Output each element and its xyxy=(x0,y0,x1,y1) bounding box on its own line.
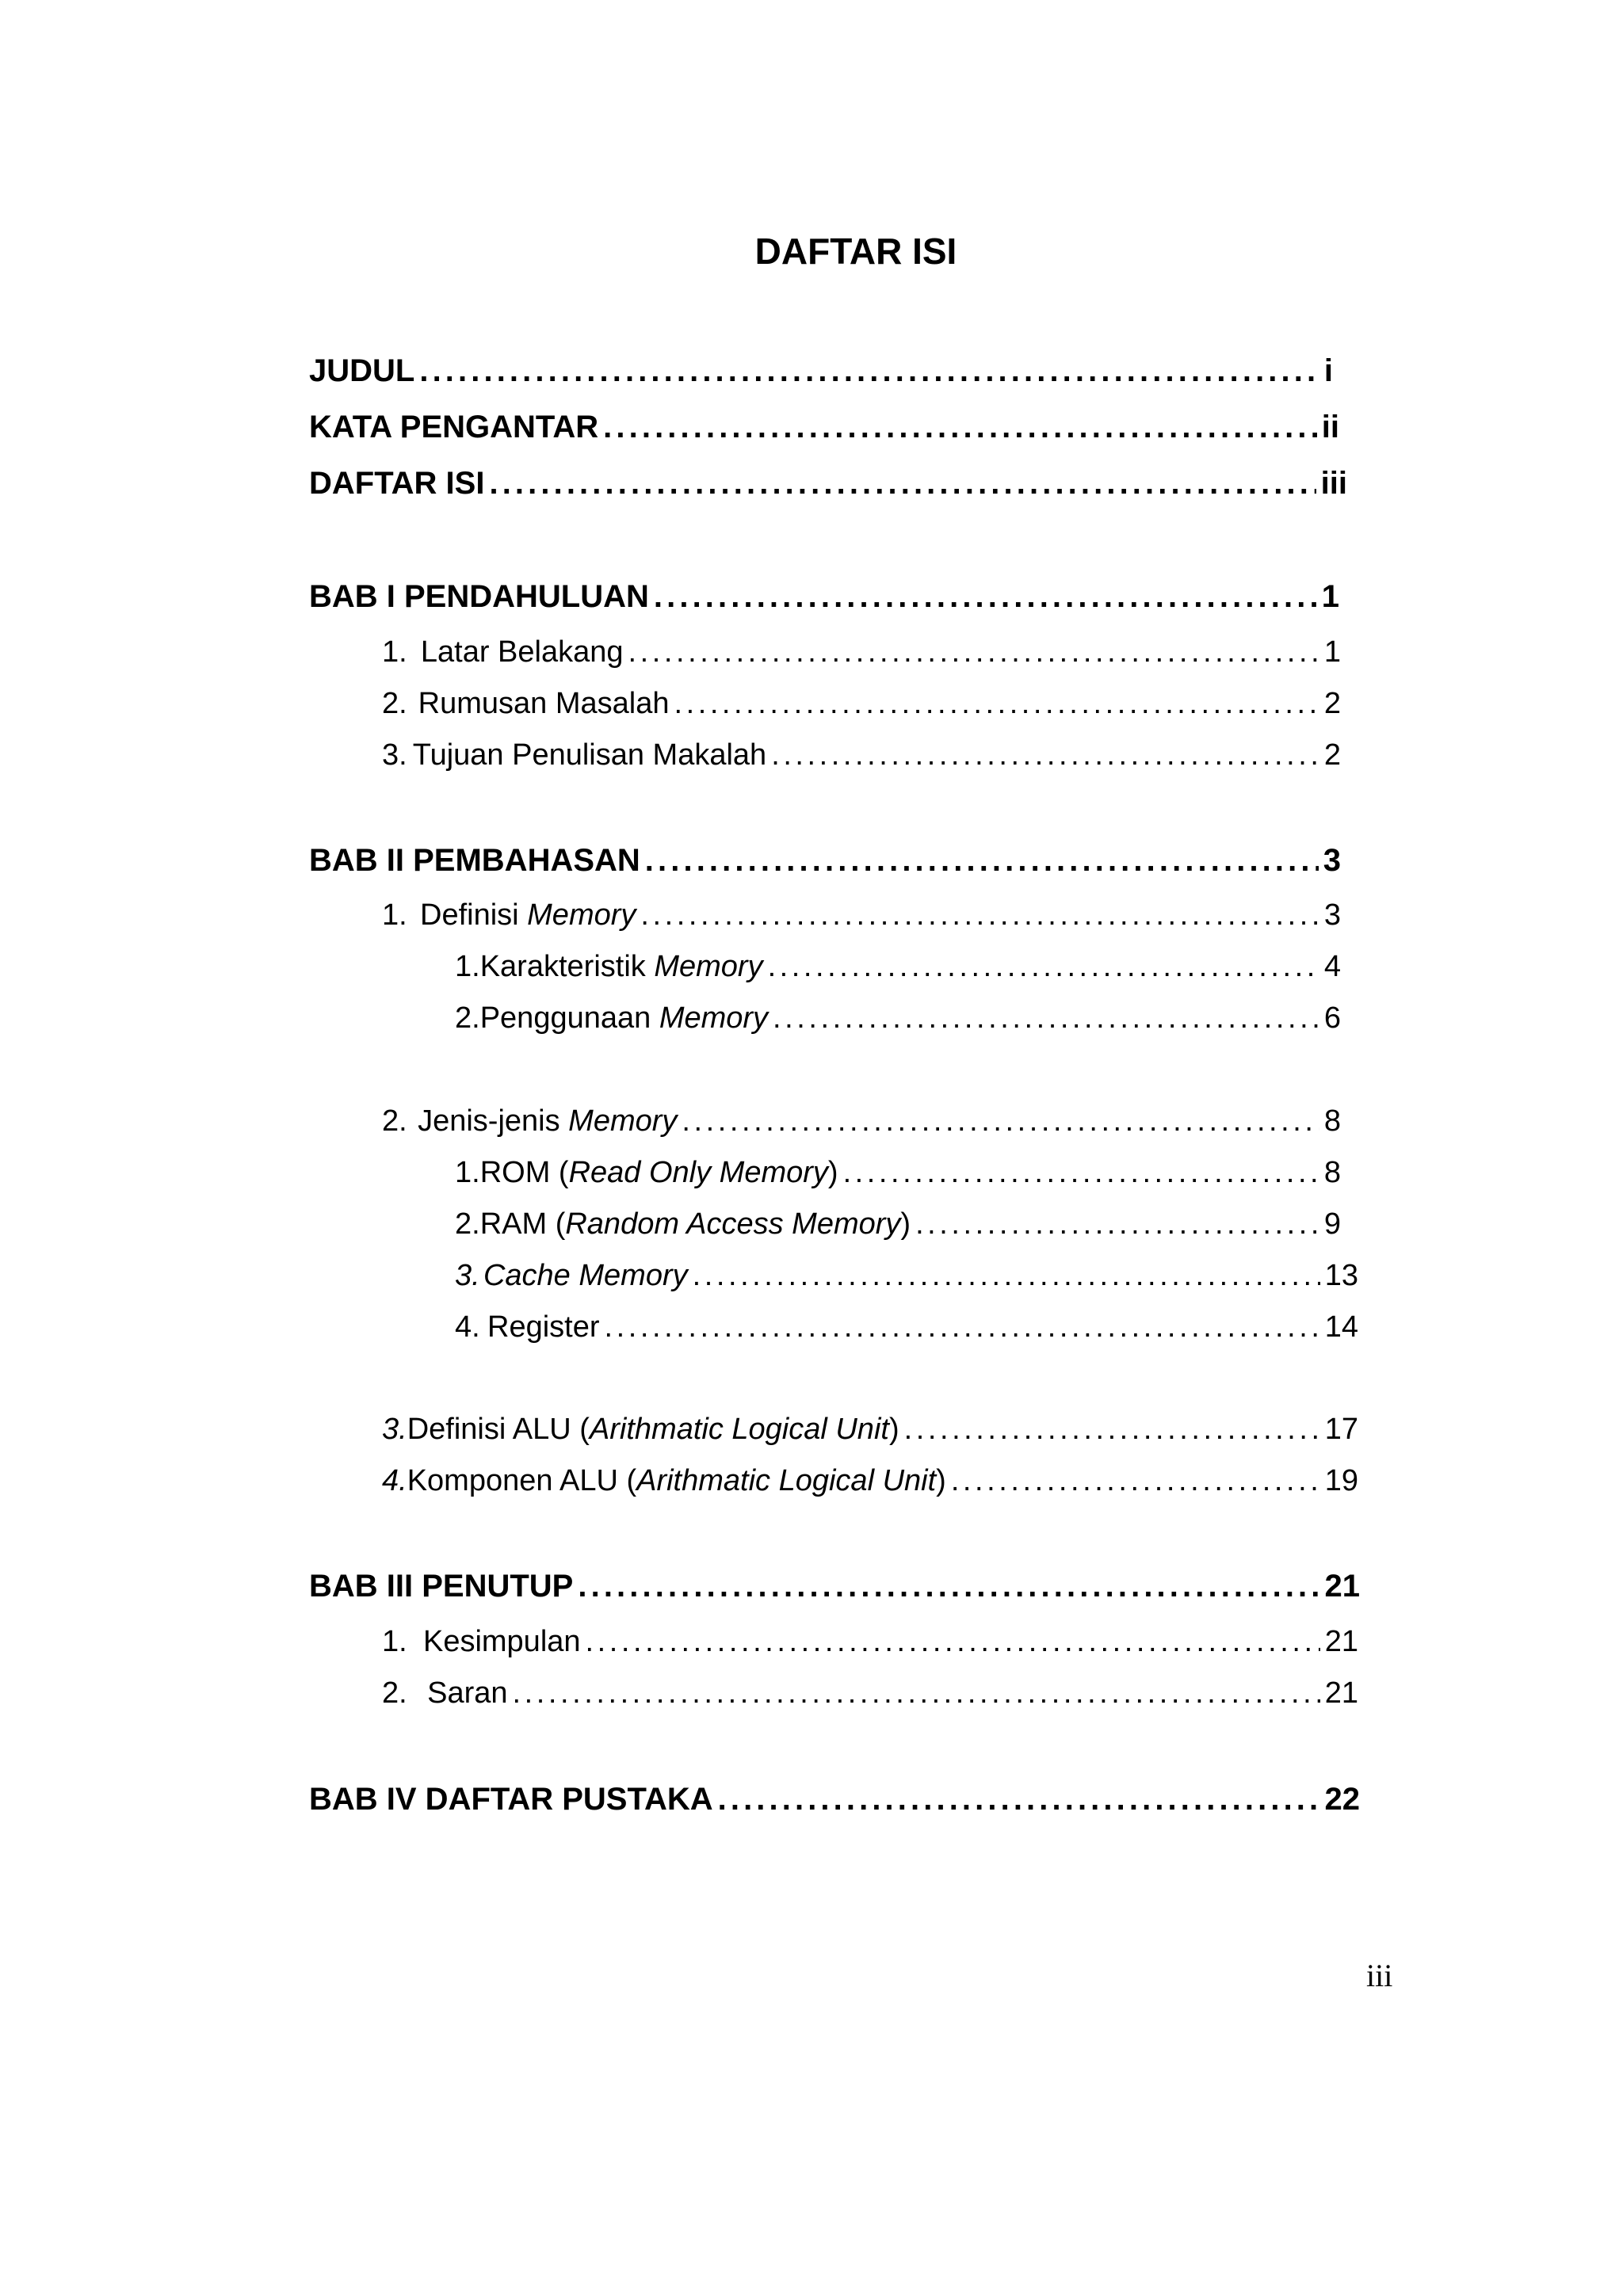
toc-page: 13 xyxy=(1324,1259,1358,1292)
toc-label: Kesimpulan xyxy=(422,1625,581,1658)
dot-leader xyxy=(489,466,1316,502)
toc-page: 3 xyxy=(1323,843,1341,878)
toc-entry-bab-2[interactable] xyxy=(309,843,1341,879)
toc-number: 2. xyxy=(382,1104,407,1138)
dot-leader xyxy=(654,579,1317,615)
toc-entry-bab-2-2-1[interactable] xyxy=(455,1156,1341,1190)
dot-leader xyxy=(773,1001,1319,1035)
dot-leader xyxy=(640,898,1319,933)
toc-page: 22 xyxy=(1324,1782,1360,1817)
toc-number: 4. xyxy=(382,1464,407,1497)
toc-entry-bab-1[interactable] xyxy=(309,579,1339,615)
dot-leader xyxy=(628,635,1319,669)
toc-page: 4 xyxy=(1323,950,1341,983)
toc-entry-kata-pengantar[interactable] xyxy=(309,410,1339,445)
toc-label: Definisi Memory xyxy=(420,898,636,932)
toc-page: 8 xyxy=(1323,1104,1341,1138)
toc-page: 17 xyxy=(1324,1413,1358,1446)
dot-leader xyxy=(674,687,1319,721)
toc-page: 1 xyxy=(1321,579,1339,614)
dot-leader xyxy=(771,738,1319,772)
toc-label: Penggunaan Memory xyxy=(479,1001,769,1035)
toc-page: 2 xyxy=(1323,738,1341,772)
dot-leader xyxy=(915,1207,1319,1241)
toc-entry-daftar-isi[interactable] xyxy=(309,466,1347,502)
dot-leader xyxy=(605,1310,1320,1344)
toc-entry-bab-1-2[interactable] xyxy=(382,687,1341,721)
toc-label: DAFTAR ISI xyxy=(309,466,485,501)
toc-page: i xyxy=(1323,353,1333,388)
toc-entry-bab-2-3[interactable] xyxy=(382,1413,1358,1447)
toc-label: BAB IV DAFTAR PUSTAKA xyxy=(309,1782,713,1817)
toc-page: 21 xyxy=(1324,1625,1358,1658)
toc-label: Saran xyxy=(427,1676,508,1710)
toc-label: Cache Memory xyxy=(483,1259,688,1292)
toc-page: 8 xyxy=(1323,1156,1341,1189)
page-number: iii xyxy=(1366,1958,1393,1993)
toc-entry-bab-3[interactable] xyxy=(309,1569,1360,1604)
toc-entry-bab-2-1-1[interactable] xyxy=(455,950,1341,984)
toc-number: 2. xyxy=(455,1207,480,1241)
toc-label: RAM (Random Access Memory) xyxy=(479,1207,911,1241)
toc-page: 21 xyxy=(1324,1676,1358,1710)
toc-label: JUDUL xyxy=(309,353,415,388)
toc-number: 4. xyxy=(455,1310,480,1344)
dot-leader xyxy=(951,1464,1320,1498)
toc-number: 1. xyxy=(382,635,407,669)
toc-label: Register xyxy=(487,1310,600,1344)
toc-number: 3. xyxy=(455,1259,480,1292)
toc-label: BAB III PENUTUP xyxy=(309,1569,574,1604)
toc-label: KATA PENGANTAR xyxy=(309,410,599,444)
toc-entry-bab-2-1-2[interactable] xyxy=(455,1001,1341,1035)
toc-label: Definisi ALU (Arithmatic Logical Unit) xyxy=(407,1413,899,1446)
toc-label: Tujuan Penulisan Makalah xyxy=(412,738,767,772)
toc-label: BAB II PEMBAHASAN xyxy=(309,843,640,878)
toc-entry-bab-2-2-4[interactable] xyxy=(455,1310,1358,1344)
toc-entry-bab-2-2-2[interactable] xyxy=(455,1207,1341,1241)
toc-page: 3 xyxy=(1323,898,1341,932)
toc-entry-bab-2-2-3[interactable] xyxy=(455,1259,1358,1293)
toc-page: 6 xyxy=(1323,1001,1341,1035)
toc-label: ROM (Read Only Memory) xyxy=(479,1156,838,1189)
dot-leader xyxy=(419,353,1319,389)
toc-label: Karakteristik Memory xyxy=(479,950,763,983)
toc-page: 1 xyxy=(1323,635,1341,669)
toc-entry-bab-1-3[interactable] xyxy=(382,738,1341,772)
dot-leader xyxy=(904,1413,1320,1447)
toc-page: 19 xyxy=(1324,1464,1358,1497)
toc-page: iii xyxy=(1320,466,1347,501)
dot-leader xyxy=(768,950,1319,984)
toc-label: BAB I PENDAHULUAN xyxy=(309,579,649,614)
dot-leader xyxy=(718,1782,1320,1817)
toc-entry-bab-4[interactable] xyxy=(309,1782,1360,1817)
toc-label: Latar Belakang xyxy=(420,635,624,669)
toc-page: 9 xyxy=(1323,1207,1341,1241)
page-title: DAFTAR ISI xyxy=(754,231,957,272)
dot-leader xyxy=(645,843,1319,879)
dot-leader xyxy=(578,1569,1319,1604)
toc-page: 14 xyxy=(1324,1310,1358,1344)
toc-number: 2. xyxy=(382,1676,407,1710)
toc-number: 1. xyxy=(382,1625,407,1658)
dot-leader xyxy=(682,1104,1319,1138)
toc-entry-judul[interactable] xyxy=(309,353,1333,389)
toc-entry-bab-1-1[interactable] xyxy=(382,635,1341,669)
toc-label: Rumusan Masalah xyxy=(418,687,670,720)
toc-page: 21 xyxy=(1324,1569,1360,1604)
toc-label: Komponen ALU (Arithmatic Logical Unit) xyxy=(407,1464,946,1497)
toc-number: 1. xyxy=(455,1156,480,1189)
dot-leader xyxy=(586,1625,1320,1659)
toc-number: 3. xyxy=(382,1413,407,1446)
toc-entry-bab-2-2[interactable] xyxy=(382,1104,1341,1138)
toc-number: 3. xyxy=(382,738,407,772)
toc-number: 2. xyxy=(382,687,407,720)
toc-entry-bab-2-4[interactable] xyxy=(382,1464,1358,1498)
dot-leader xyxy=(693,1259,1320,1293)
toc-entry-bab-2-1[interactable] xyxy=(382,898,1341,933)
toc-number: 2. xyxy=(455,1001,480,1035)
toc-entry-bab-3-1[interactable] xyxy=(382,1625,1358,1659)
toc-page: ii xyxy=(1321,410,1339,444)
dot-leader xyxy=(513,1676,1320,1711)
toc-number: 1. xyxy=(455,950,480,983)
toc-entry-bab-3-2[interactable] xyxy=(382,1676,1358,1711)
toc-page: 2 xyxy=(1323,687,1341,720)
toc-number: 1. xyxy=(382,898,407,932)
dot-leader xyxy=(843,1156,1319,1190)
toc-label: Jenis-jenis Memory xyxy=(418,1104,678,1138)
dot-leader xyxy=(603,410,1317,445)
